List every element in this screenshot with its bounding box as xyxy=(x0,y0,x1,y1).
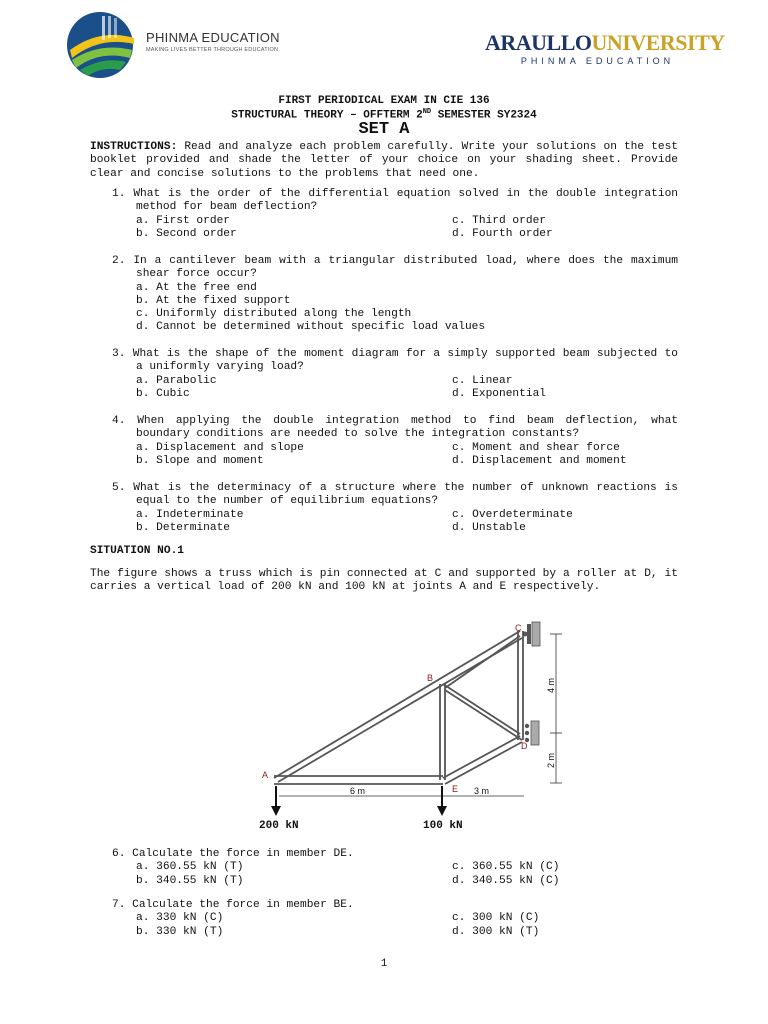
load-a-label: 200 kN xyxy=(259,820,299,832)
question-options xyxy=(112,509,678,536)
araullo-logo-part2: UNIVERSITY xyxy=(591,30,725,55)
question-options xyxy=(112,861,678,888)
araullo-university-logo xyxy=(485,30,725,68)
option: b. At the fixed support xyxy=(136,294,291,307)
option: d. Cannot be determined without specific load values xyxy=(136,321,486,334)
option: a. First order xyxy=(136,214,230,227)
option: b. Cubic xyxy=(136,387,190,400)
situation-label: SITUATION NO.1 xyxy=(90,545,184,557)
load-arrow-e-head xyxy=(437,806,447,816)
dimension-lines xyxy=(279,634,562,796)
option: a. Indeterminate xyxy=(136,508,244,521)
option: a. Displacement and slope xyxy=(136,441,304,454)
question-options xyxy=(112,375,678,402)
question-stem: 2. In a cantilever beam with a triangular distributed load, where does the maximum shear force occur? xyxy=(112,255,678,281)
subtitle-pre: STRUCTURAL THEORY – OFFTERM 2 xyxy=(231,109,423,122)
option: c. Moment and shear force xyxy=(452,441,620,454)
question-options xyxy=(112,215,678,242)
option: d. Fourth order xyxy=(452,227,553,240)
question-stem: 3. What is the shape of the moment diagram for a simply supported beam subjected to a uniformly varying load? xyxy=(112,348,678,374)
node-b-label: B xyxy=(427,673,434,683)
option: c. Overdeterminate xyxy=(452,508,573,521)
phinma-emblem-icon xyxy=(64,10,144,80)
subtitle-post: SEMESTER SY2324 xyxy=(431,109,537,122)
question-options xyxy=(112,442,678,469)
situation-text: The figure shows a truss which is pin connected at C and supported by a roller at D, it carries a vertical load of 200 kN and 100 kN at joints A and E respectively. xyxy=(90,568,678,594)
page-number: 1 xyxy=(380,958,388,970)
dim-6m-label: 6 m xyxy=(350,786,366,796)
question-4 xyxy=(112,415,678,468)
instructions-text: Read and analyze each problem carefully. Write your solutions on the test booklet provided and shade the letter of your choice on your shading sheet. Provide clear and concise solutions to the problems that need one. xyxy=(90,141,678,180)
option: a. 330 kN (C) xyxy=(136,912,224,925)
question-2 xyxy=(112,255,678,335)
option: d. Displacement and moment xyxy=(452,454,627,467)
araullo-logo-name xyxy=(485,30,725,55)
node-e-label: E xyxy=(452,784,459,794)
pin-support-c xyxy=(523,622,541,646)
option: a. At the free end xyxy=(136,281,257,294)
question-7 xyxy=(112,899,678,939)
node-a-label: A xyxy=(262,770,269,780)
dim-2m-label: 2 m xyxy=(546,752,556,768)
question-options xyxy=(112,282,678,335)
option: b. Second order xyxy=(136,227,237,240)
option: b. Slope and moment xyxy=(136,454,264,467)
araullo-logo-sub: PHINMA EDUCATION xyxy=(520,56,675,66)
node-d-label: D xyxy=(521,741,528,751)
option: d. 340.55 kN (C) xyxy=(452,874,560,887)
option: a. 360.55 kN (T) xyxy=(136,861,244,874)
dim-4m-label: 4 m xyxy=(546,677,556,693)
option: d. Exponential xyxy=(452,387,546,400)
question-stem: 1. What is the order of the differential equation solved in the double integration method for beam deflection? xyxy=(112,188,678,214)
truss-members xyxy=(274,631,523,784)
node-c-label: C xyxy=(515,623,522,633)
question-stem: 5. What is the determinacy of a structure where the number of unknown reactions is equal to the number of equilibrium equations? xyxy=(112,482,678,508)
question-stem: 4. When applying the double integration method to find beam deflection, what boundary conditions are needed to solve the integration constants? xyxy=(112,415,678,441)
phinma-education-logo xyxy=(64,10,294,80)
question-3 xyxy=(112,348,678,401)
dim-3m-label: 3 m xyxy=(474,786,490,796)
option: b. Determinate xyxy=(136,521,230,534)
question-5 xyxy=(112,482,678,535)
option: d. Unstable xyxy=(452,521,526,534)
option: a. Parabolic xyxy=(136,374,217,387)
subtitle-sup: ND xyxy=(422,108,432,116)
option: c. Third order xyxy=(452,214,546,227)
load-arrow-a-head xyxy=(271,806,281,816)
instructions-label: INSTRUCTIONS: xyxy=(90,141,178,153)
question-stem: 7. Calculate the force in member BE. xyxy=(112,899,354,911)
option: c. 300 kN (C) xyxy=(452,912,540,925)
load-e-label: 100 kN xyxy=(423,820,463,832)
option: c. Uniformly distributed along the length xyxy=(136,308,412,321)
phinma-logo-tagline: MAKING LIVES BETTER THROUGH EDUCATION xyxy=(146,47,279,53)
question-stem: 6. Calculate the force in member DE. xyxy=(112,848,354,860)
araullo-logo-part1: ARAULLO xyxy=(485,30,592,55)
option: b. 330 kN (T) xyxy=(136,925,224,938)
phinma-logo-name: PHINMA EDUCATION xyxy=(146,30,280,45)
option: d. 300 kN (T) xyxy=(452,925,540,938)
instructions xyxy=(90,141,678,181)
set-label: SET A xyxy=(358,120,410,139)
option: c. 360.55 kN (C) xyxy=(452,861,560,874)
question-options xyxy=(112,912,678,939)
question-6 xyxy=(112,848,678,888)
option: c. Linear xyxy=(452,374,513,387)
exam-title: FIRST PERIODICAL EXAM IN CIE 136 xyxy=(278,95,490,107)
question-1 xyxy=(112,188,678,241)
option: b. 340.55 kN (T) xyxy=(136,874,244,887)
